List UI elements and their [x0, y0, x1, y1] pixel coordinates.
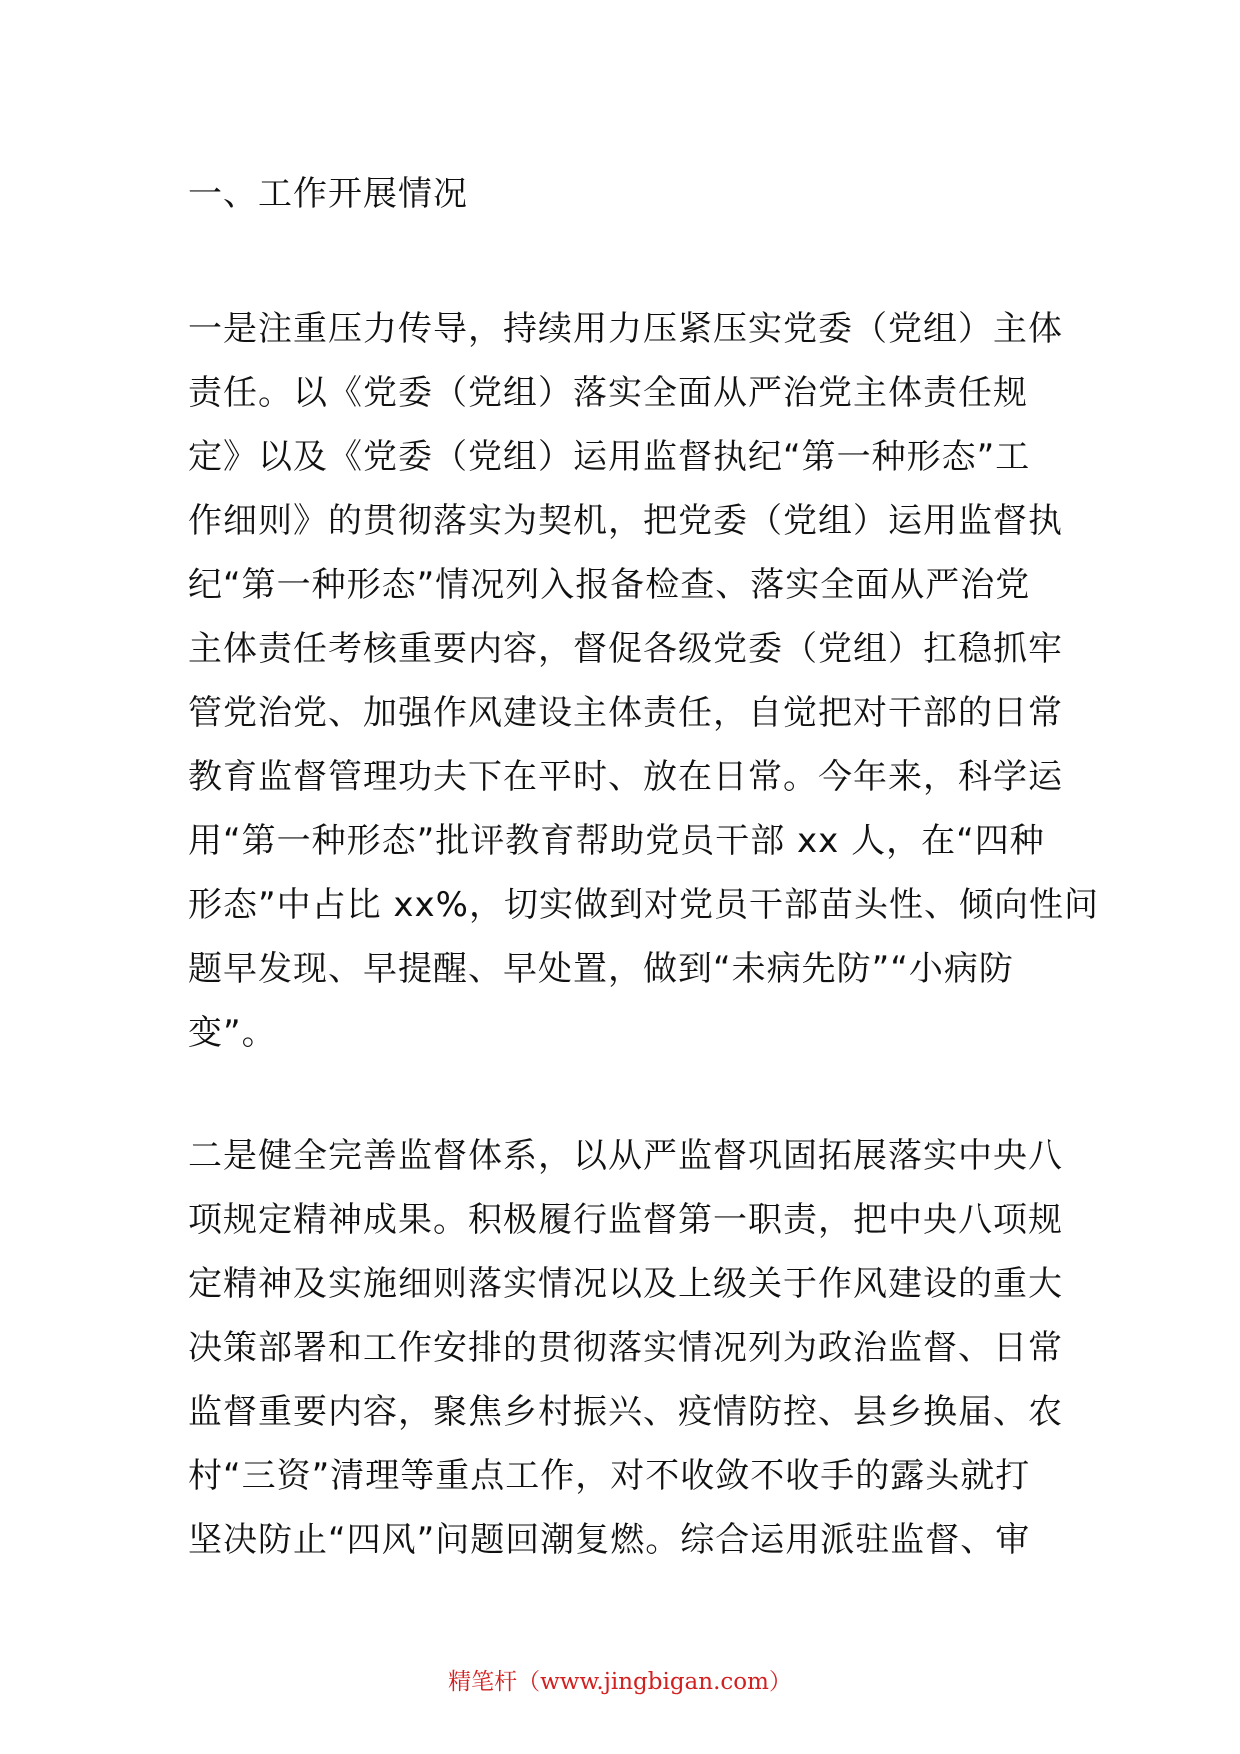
paragraph-line: 纪“第一种形态”情况列入报备检查、落实全面从严治党 — [188, 565, 1031, 605]
paragraph-line: 二是健全完善监督体系，以从严监督巩固拓展落实中央八 — [188, 1136, 1063, 1176]
paragraph-line: 决策部署和工作安排的贯彻落实情况列为政治监督、日常 — [188, 1328, 1063, 1368]
paragraph-line: 责任。以《党委（党组）落实全面从严治党主体责任规 — [188, 373, 1028, 413]
paragraph-line: 变”。 — [188, 1013, 277, 1053]
paragraph-line: 形态”中占比 xx%，切实做到对党员干部苗头性、倾向性问 — [188, 885, 1099, 925]
paragraph-line: 作细则》的贯彻落实为契机，把党委（党组）运用监督执 — [188, 501, 1063, 541]
paragraph-line: 主体责任考核重要内容，督促各级党委（党组）扛稳抓牢 — [188, 629, 1063, 669]
paragraph-1 — [188, 297, 1099, 1065]
paragraph-line: 坚决防止“四风”问题回潮复燃。综合运用派驻监督、审 — [188, 1520, 1031, 1560]
paragraph-2 — [188, 1124, 1068, 1572]
paragraph-line: 题早发现、早提醒、早处置，做到“未病先防”“小病防 — [188, 949, 1014, 989]
section-heading: 一、工作开展情况 — [188, 174, 468, 214]
paragraph-line: 管党治党、加强作风建设主体责任，自觉把对干部的日常 — [188, 693, 1063, 733]
footer-watermark: 精笔杆（www.jingbigan.com） — [448, 1669, 792, 1695]
paragraph-line: 教育监督管理功夫下在平时、放在日常。今年来，科学运 — [188, 757, 1063, 797]
paragraph-line: 村“三资”清理等重点工作，对不收敛不收手的露头就打 — [188, 1456, 1031, 1496]
paragraph-line: 一是注重压力传导，持续用力压紧压实党委（党组）主体 — [188, 309, 1063, 349]
paragraph-line: 定精神及实施细则落实情况以及上级关于作风建设的重大 — [188, 1264, 1063, 1304]
paragraph-line: 监督重要内容，聚焦乡村振兴、疫情防控、县乡换届、农 — [188, 1392, 1063, 1432]
paragraph-line: 项规定精神成果。积极履行监督第一职责，把中央八项规 — [188, 1200, 1063, 1240]
paragraph-line: 用“第一种形态”批评教育帮助党员干部 xx 人，在“四种 — [188, 821, 1045, 861]
paragraph-line: 定》以及《党委（党组）运用监督执纪“第一种形态”工 — [188, 437, 1031, 477]
